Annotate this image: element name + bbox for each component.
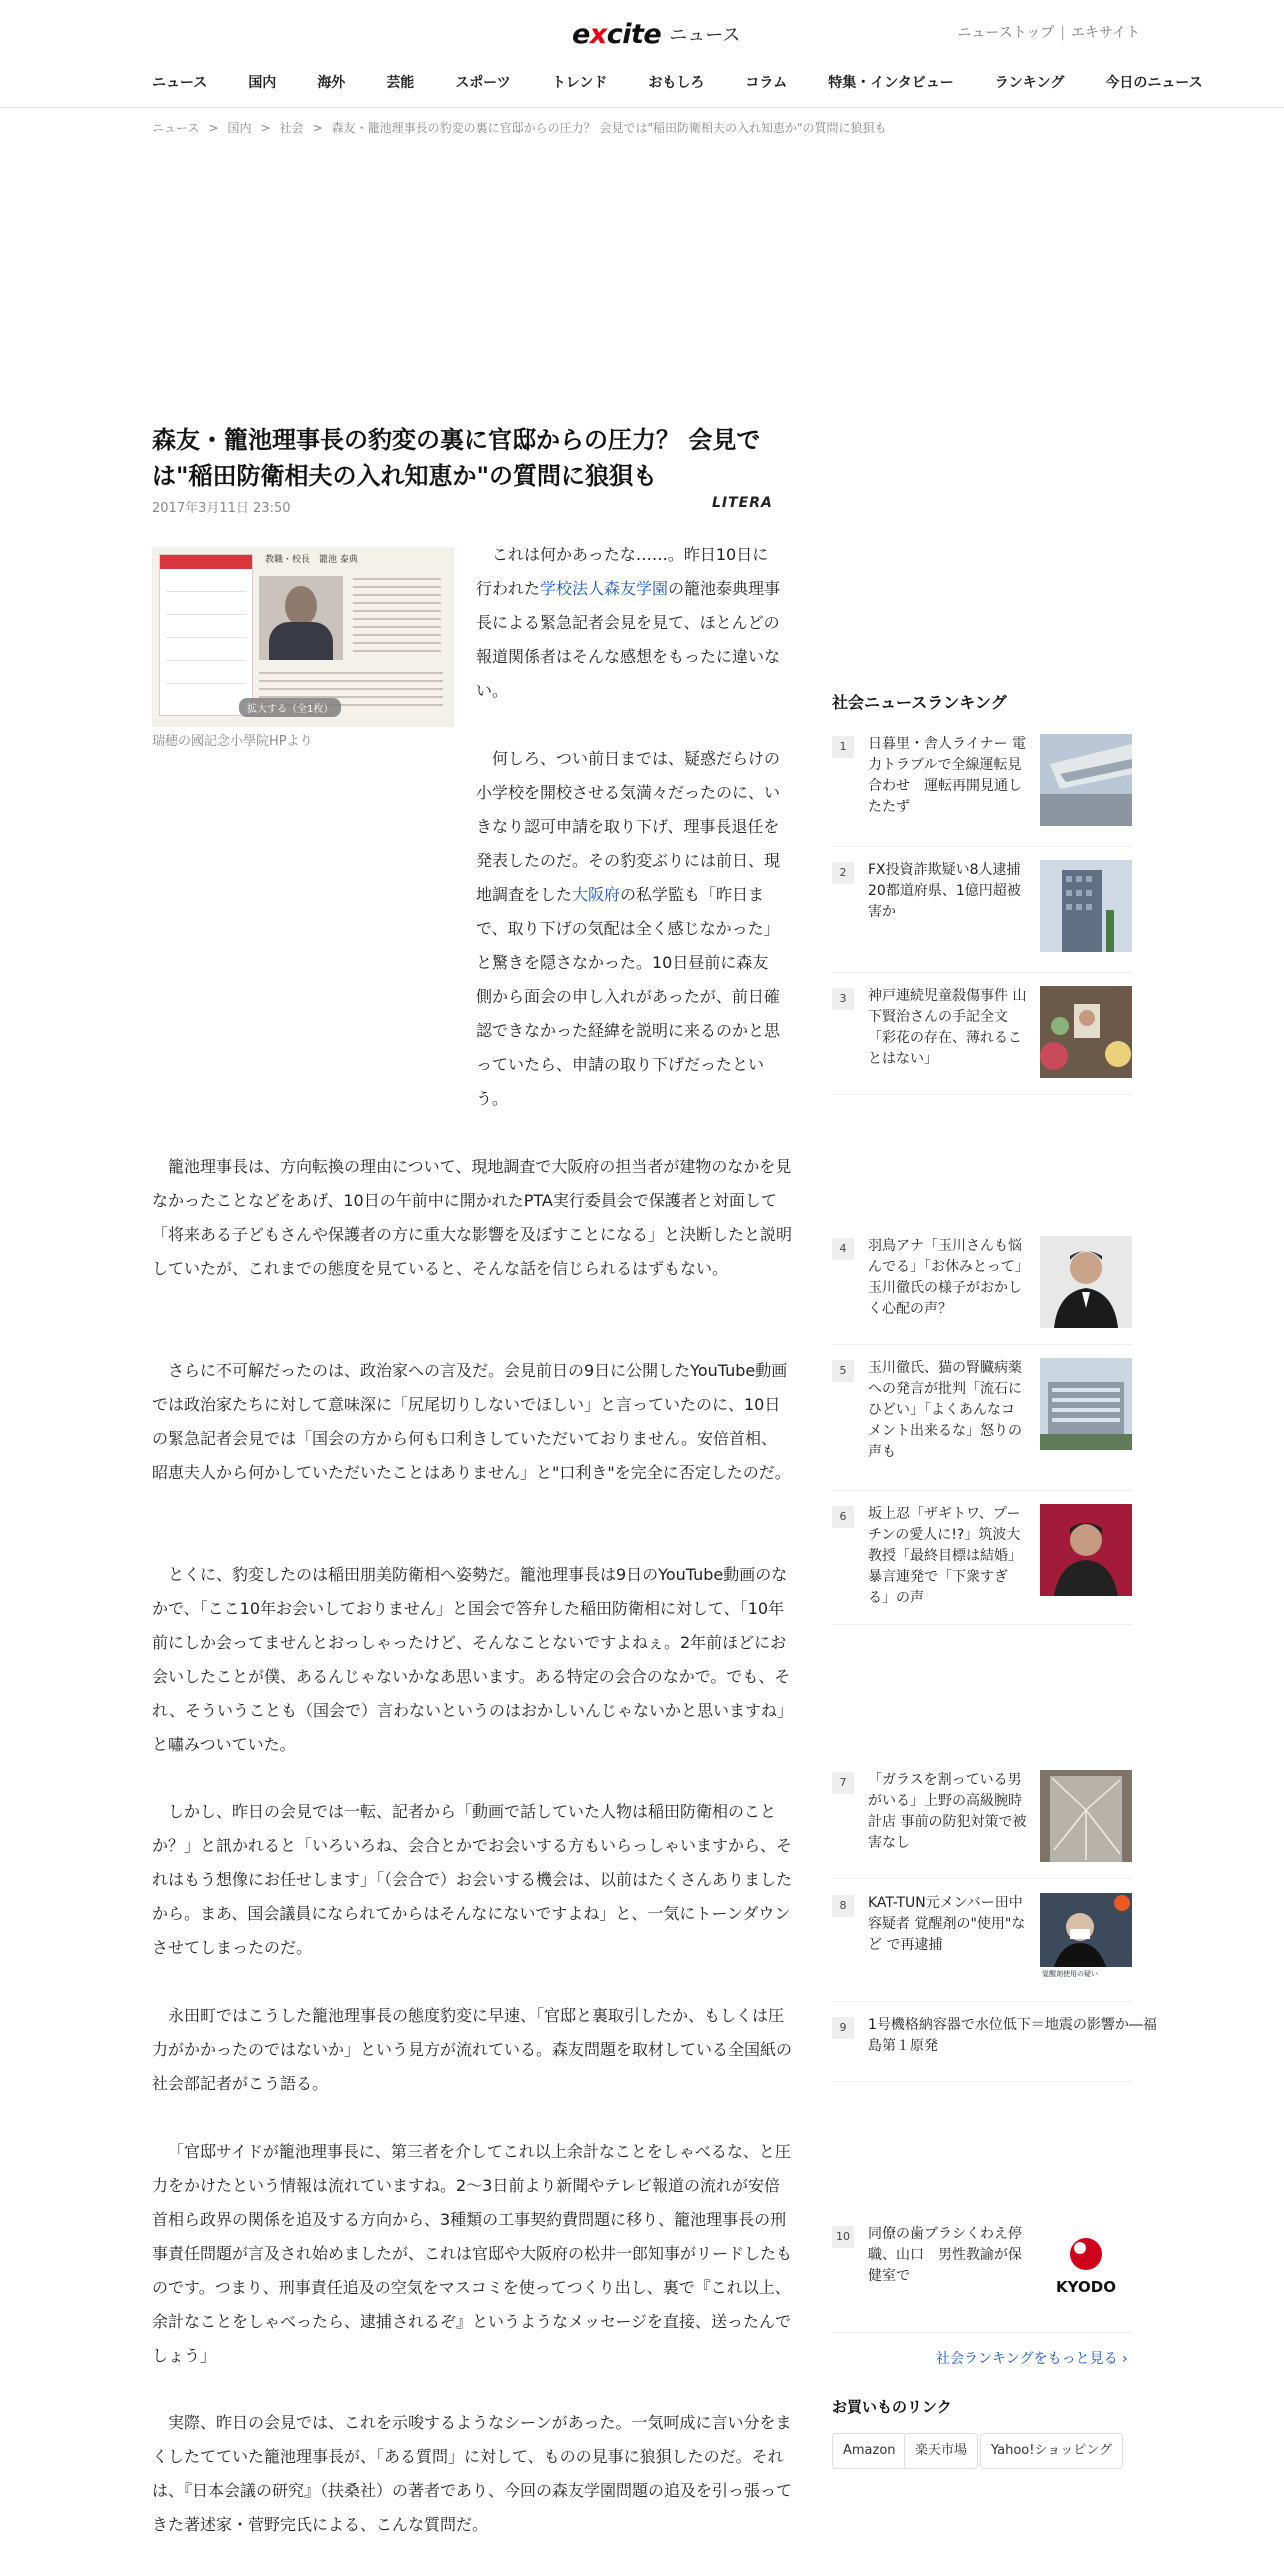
- office-building-thumbnail[interactable]: [1040, 1358, 1132, 1450]
- article-photo[interactable]: [152, 547, 454, 727]
- rank-number: 10: [832, 2226, 854, 2248]
- site-logo[interactable]: [572, 14, 740, 54]
- nav-news[interactable]: ニュース: [152, 75, 208, 91]
- nav-entertainment[interactable]: 芸能: [386, 75, 415, 91]
- rank-headline[interactable]: 羽鳥アナ「玉川さんも悩んでる」「お休みとって」玉川徹氏の様子がおかしく心配の声？: [868, 1238, 1022, 1317]
- ranking-item[interactable]: [832, 1236, 1132, 1345]
- rank-number: 6: [832, 1506, 854, 1528]
- rank-headline[interactable]: KAT-TUN元メンバー田中容疑者 覚醒剤の"使用"など で再逮捕: [868, 1895, 1026, 1953]
- excite-logo: excite: [572, 18, 662, 50]
- moritomo-link[interactable]: 学校法人森友学園: [540, 579, 669, 598]
- kyodo-logo-thumbnail[interactable]: [1040, 2224, 1132, 2316]
- ranking-item[interactable]: [832, 2015, 1157, 2082]
- nav-column[interactable]: コラム: [745, 75, 788, 91]
- site-header: [0, 0, 1284, 108]
- rank-number: 8: [832, 1895, 854, 1917]
- memorial-photo-thumbnail[interactable]: [1040, 986, 1132, 1078]
- rank-headline[interactable]: 玉川徹氏、猫の腎臓病薬への発言が批判「流石にひどい」「よくあんなコメント出来るな」怒りの声も: [868, 1360, 1022, 1460]
- rank-number: 1: [832, 736, 854, 758]
- osaka-link[interactable]: 大阪府: [572, 885, 621, 904]
- nav-domestic[interactable]: 国内: [248, 75, 277, 91]
- article-title: 森友・籠池理事長の豹変の裏に官邸からの圧力？ 会見では"稲田防衛相夫の入れ知恵か"の質問に狼狽も: [152, 426, 761, 490]
- rakuten-button[interactable]: 楽天市場: [904, 2433, 978, 2469]
- breadcrumb-current: 森友・籠池理事長の豹変の裏に官邸からの圧力？ 会見では"稲田防衛相夫の入れ知恵か"の質問に狼狽も: [331, 121, 887, 135]
- article-paragraph-6: しかし、昨日の会見では一転、記者から「動画で話していた人物は稲田防衛相のことか？」と訊かれると「いろいろね、会合とかでお会いする方もいらっしゃいますから、それはもう想像にお任せします」「（会合で）お会いする機会は、以前はたくさんありましたから。まあ、国会議員になられてからはそんなにないですよね」と、一気にトーンダウンさせてしまったのだ。: [152, 1802, 793, 1957]
- chevron-right-icon: ›: [1122, 2351, 1128, 2367]
- nav-trend[interactable]: トレンド: [551, 75, 608, 91]
- article-paragraph-8: 「官邸サイドが籠池理事長に、第三者を介してこれ以上余計なことをしゃべるな、と圧力をかけたという情報は流れていますね。2～3日前より新聞やテレビ報道の流れが安倍首相ら政界の関係を追及する方向から、3種類の工事契約費問題に移り、籠池理事長の刑事責任問題が言及され始めましたが、これは官邸や大阪府の松井一郎知事がリードしたものです。つまり、刑事責任追及の空気をマスコミを使ってつくり出し、裏で『これ以上、余計なことをしゃべったら、逮捕されるぞ』というようなメッセージを直接、送ったんでしょう」: [152, 2142, 793, 2365]
- article-paragraph-9: 実際、昨日の会見では、これを示唆するようなシーンがあった。一気呵成に言い分をまくしたてていた籠池理事長が、「ある質問」に対して、ものの見事に狼狽したのだ。それは、『日本会議の研究』（扶桑社）の著者であり、今回の森友学園問題の追及を引っ張ってきた著述家・菅野完氏による、こんな質問だ。: [152, 2413, 793, 2534]
- excite-top-link[interactable]: エキサイト: [1070, 25, 1140, 41]
- amazon-button[interactable]: Amazon: [832, 2433, 907, 2469]
- breadcrumb-society[interactable]: 社会: [279, 121, 304, 135]
- portrait-graphic: [259, 576, 343, 660]
- logo-suffix: ニュース: [669, 25, 741, 46]
- ranking-item[interactable]: [832, 860, 1132, 973]
- rank-headline[interactable]: 日暮里・舎人ライナー 電力トラブルで全線運転見合わせ 運転再開見通したたず: [868, 736, 1027, 815]
- broken-glass-thumbnail[interactable]: [1040, 1770, 1132, 1862]
- rank-headline[interactable]: 坂上忍「ザギトワ、プーチンの愛人に!?」筑波大教授「最終目標は結婚」暴言連発で「下衆すぎる」の声: [868, 1506, 1022, 1606]
- photo-caption: 瑞穂の國記念小學院HPより: [152, 734, 313, 749]
- photo-menu-graphic: [159, 554, 253, 716]
- rank-headline[interactable]: 同僚の歯ブラシくわえ停職、山口 男性教諭が保健室で: [868, 2226, 1022, 2284]
- article-paragraph-7: 永田町ではこうした籠池理事長の態度豹変に早速、「官邸と裏取引したか、もしくは圧力がかかったのではないか」という見方が流れている。森友問題を取材している全国紙の社会部記者がこう語る。: [152, 2006, 793, 2093]
- nav-features[interactable]: 特集・インタビュー: [828, 75, 954, 91]
- breadcrumb-domestic[interactable]: 国内: [227, 121, 252, 135]
- nav-ranking[interactable]: ランキング: [994, 75, 1065, 91]
- rank-headline[interactable]: 神戸連続児童殺傷事件 山下賢治さんの手記全文「彩花の存在、薄れることはない」: [868, 988, 1027, 1067]
- article-paragraph-2: 何しろ、つい前日までは、疑惑だらけの小学校を開校させる気満々だったのに、いきなり認可申請を取り下げ、理事長退任を発表したのだ。その豹変ぶりには前日、現地調査をした大阪府の私学監も「昨日まで、取り下げの気配は全く感じなかった」と驚きを隠さなかった。10日昼前に森友側から面会の申し入れがあったが、前日確認できなかった経緯を説明に来るのかと思っていたら、申請の取り下げだったという。: [476, 749, 781, 1108]
- rank-number: 4: [832, 1238, 854, 1260]
- article-paragraph-5: とくに、豹変したのは稲田朋美防衛相へ姿勢だ。籠池理事長は9日のYouTube動画のなかで、「ここ10年お会いしておりません」と国会で答弁した稲田防衛相に対して、「10年前にしか会ってませんとおっしゃったけど、そんなことないですよねぇ。2年前ほどにお会いしたことが僕、あるんじゃないかなあ思います。ある特定の会合のなかで。でも、それ、そういうことも（国会で）言わないというのはおかしいんじゃないかと思いますね」と嘯みついていた。: [152, 1565, 791, 1754]
- rank-number: 5: [832, 1360, 854, 1382]
- enlarge-badge[interactable]: 拡大する（全1枚）: [239, 698, 341, 717]
- news-screenshot-thumbnail[interactable]: [1040, 1893, 1132, 1985]
- ranking-item[interactable]: [832, 2224, 1132, 2333]
- yahoo-shopping-button[interactable]: Yahoo!ショッピング: [980, 2433, 1123, 2469]
- nav-today[interactable]: 今日のニュース: [1105, 75, 1203, 91]
- article-date: 2017年3月11日 23:50: [152, 501, 291, 516]
- shopping-title: お買いものリンク: [832, 2398, 952, 2416]
- article-paragraph-1: これは何かあったな……。昨日10日に行われた学校法人森友学園の籠池泰典理事長による緊急記者会見を見て、ほとんどの報道関係者はそんな感想をもったに違いない。: [476, 545, 781, 700]
- nav-overseas[interactable]: 海外: [317, 75, 346, 91]
- article-paragraph-3: 籠池理事長は、方向転換の理由について、現地調査で大阪府の担当者が建物のなかを見なかったことなどをあげ、10日の午前中に開かれたPTA実行委員会で保護者と対面して「将来ある子どもさんや保護者の方に重大な影響を及ぼすことになる」と決断したと説明していたが、これまでの態度を見ていると、そんな話を信じられるはずもない。: [152, 1157, 793, 1278]
- ranking-item[interactable]: [832, 1504, 1132, 1625]
- kyodo-logo-text: KYODO: [1056, 2278, 1116, 2296]
- nav-fun[interactable]: おもしろ: [648, 75, 705, 91]
- ranking-item[interactable]: [832, 1770, 1132, 1879]
- publisher-logo[interactable]: LITERA: [712, 495, 773, 511]
- train-track-thumbnail[interactable]: [1040, 734, 1132, 826]
- ranking-item[interactable]: [832, 1893, 1132, 2002]
- rank-number: 3: [832, 988, 854, 1010]
- ranking-item[interactable]: [832, 986, 1132, 1095]
- ranking-item[interactable]: [832, 1358, 1132, 1491]
- rank-number: 9: [832, 2017, 854, 2039]
- ranking-item[interactable]: [832, 734, 1132, 847]
- police-building-thumbnail[interactable]: [1040, 860, 1132, 952]
- man-tuxedo-thumbnail[interactable]: [1040, 1236, 1132, 1328]
- rank-headline[interactable]: 1号機格納容器で水位低下＝地震の影響か―福島第１原発: [868, 2017, 1157, 2054]
- news-overlay-text: 覚醒剤使用の疑い: [1042, 1970, 1098, 1978]
- rank-number: 2: [832, 862, 854, 884]
- photo-text-lines: [353, 578, 441, 658]
- rank-headline[interactable]: 「ガラスを割っている男がいる」上野の高級腕時計店 事前の防犯対策で被害なし: [868, 1772, 1027, 1851]
- news-top-link[interactable]: ニューストップ: [957, 25, 1055, 41]
- breadcrumb-news[interactable]: ニュース: [152, 121, 200, 135]
- rank-number: 7: [832, 1772, 854, 1794]
- top-links: ニューストップ | エキサイト: [957, 25, 1140, 41]
- breadcrumb: ニュース > 国内 > 社会 > 森友・籠池理事長の豹変の裏に官邸からの圧力？ 会見では"稲田防衛相夫の入れ知恵か"の質問に狼狽も: [152, 121, 887, 135]
- ranking-title: 社会ニュースランキング: [832, 693, 1007, 712]
- global-nav: [152, 72, 1244, 92]
- article-paragraph-4: さらに不可解だったのは、政治家への言及だ。会見前日の9日に公開したYouTube動画では政治家たちに対して意味深に「尻尾切りしないでほしい」と言っていたのに、10日の緊急記者会見では「国会の方から何も口利きしていただいておりません。安倍首相、昭恵夫人から何かしていただいたことはありません」と"口利き"を完全に否定したのだ。: [152, 1361, 791, 1482]
- photo-header-text: 教職・校長 籠池 泰典: [265, 555, 358, 565]
- man-portrait-thumbnail[interactable]: [1040, 1504, 1132, 1596]
- more-ranking-link[interactable]: 社会ランキングをもっと見る ›: [936, 2351, 1128, 2367]
- rank-headline[interactable]: FX投資詐欺疑い8人逮捕 20都道府県、1億円超被害か: [868, 862, 1021, 920]
- nav-sports[interactable]: スポーツ: [455, 75, 511, 91]
